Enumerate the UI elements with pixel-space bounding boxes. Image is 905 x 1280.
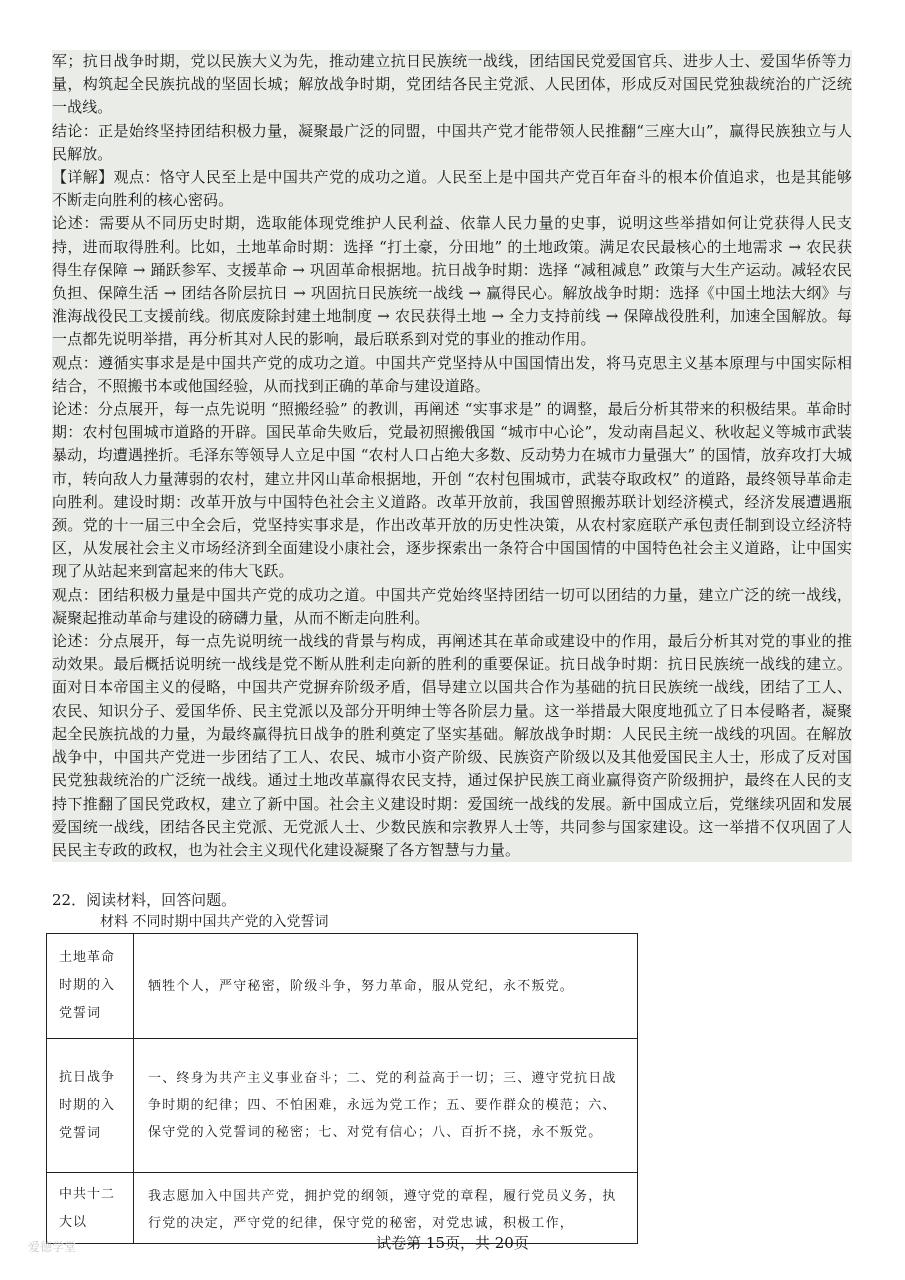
answer-paragraph: 观点：团结积极力量是中国共产党的成功之道。中国共产党始终坚持团结一切可以团结的力量，建立广泛的统一战线，凝聚起推动革命与建设的磅礴力量，从而不断走向胜利。 — [52, 585, 852, 627]
answer-paragraph: 【详解】观点：恪守人民至上是中国共产党的成功之道。人民至上是中国共产党百年奋斗的根本价值追求，也是其能够不断走向胜利的核心密码。 — [52, 168, 852, 210]
period-cell: 中共十二大以 — [47, 1173, 134, 1244]
answer-explanation-block — [52, 50, 852, 862]
page-number: 试卷第 15页，共 20页 — [376, 1234, 529, 1252]
oath-cell: 一、终身为共产主义事业奋斗；二、党的利益高于一切；三、遵守党抗日战争时期的纪律；四、不怕困难，永远为党工作；五、要作群众的模范；六、保守党的入党誓词的秘密；七、对党有信心；八、百折不挠，永不叛党。 — [134, 1039, 638, 1173]
answer-paragraph: 论述：分点展开，每一点先说明统一战线的背景与构成，再阐述其在革命或建设中的作用，最后分析其对党的事业的推动效果。最后概括说明统一战线是党不断从胜利走向新的胜利的重要保证。抗日战争时期：抗日民族统一战线的建立。面对日本帝国主义的侵略，中国共产党摒弃阶级矛盾，倡导建立以国共合作为基础的抗日民族统一战线，团结了工人、农民、知识分子、爱国华侨、民主党派以及部分开明绅士等各阶层力量。这一举措最大限度地孤立了日本侵略者，凝聚起全民族抗战的力量，为最终赢得抗日战争的胜利奠定了坚实基础。解放战争时期：人民民主统一战线的巩固。在解放战争中，中国共产党进一步团结了工人、农民、城市小资产阶级、民族资产阶级以及其他爱国民主人士，形成了反对国民党独裁统治的广泛统一战线。通过土地改革赢得农民支持，通过保护民族工商业赢得资产阶级拥护，最终在人民的支持下推翻了国民党政权，建立了新中国。社会主义建设时期：爱国统一战线的发展。新中国成立后，党继续巩固和发展爱国统一战线，团结各民主党派、无党派人士、少数民族和宗教界人士等，共同参与国家建设。这一举措不仅巩固了人民民主专政的政权，也为社会主义现代化建设凝聚了各方智慧与力量。 — [52, 632, 852, 859]
answer-paragraph: 论述：需要从不同历史时期，选取能体现党维护人民利益、依靠人民力量的史事，说明这些举措如何让党获得人民支持，进而取得胜利。比如，土地革命时期：选择 “打土豪，分田地” 的土地政策。满足农民最核心的土地需求 → 农民获得生存保障 → 踊跃参军、支援革命 → 巩固革命根据地。抗日战争时期：选择 “减租减息” 政策与大生产运动。减轻农民负担、保障生活 → 团结各阶层抗日 → 巩固抗日民族统一战线 → 赢得民心。解放战争时期：选择《中国土地法大纲》与淮海战役民工支援前线。彻底废除封建土地制度 → 农民获得土地 → 全力支持前线 → 保障战役胜利，加速全国解放。每一点都先说明举措，再分析其对人民的影响，最后联系到对党的事业的推动作用。 — [52, 214, 852, 349]
oath-cell: 我志愿加入中国共产党，拥护党的纲领，遵守党的章程，履行党员义务，执行党的决定，严守党的纪律，保守党的秘密，对党忠诚，积极工作， — [134, 1173, 638, 1244]
watermark-text: 爱德学堂 — [28, 1240, 77, 1254]
oath-cell: 牺牲个人，严守秘密，阶级斗争，努力革命，服从党纪，永不叛党。 — [134, 934, 638, 1039]
question-heading: 22．阅读材料，回答问题。 — [52, 891, 237, 909]
answer-paragraph: 观点：遵循实事求是是中国共产党的成功之道。中国共产党坚持从中国国情出发，将马克思主义基本原理与中国实际相结合，不照搬书本或他国经验，从而找到正确的革命与建设道路。 — [52, 353, 852, 395]
answer-paragraph: 军；抗日战争时期，党以民族大义为先，推动建立抗日民族统一战线，团结国民党爱国官兵、进步人士、爱国华侨等力量，构筑起全民族抗战的坚固长城；解放战争时期，党团结各民主党派、人民团体，形成反对国民党独裁统治的广泛统一战线。 — [52, 52, 852, 117]
material-caption: 材料 不同时期中国共产党的入党誓词 — [100, 914, 329, 930]
table-row — [47, 934, 638, 1039]
oath-table — [46, 933, 638, 1244]
period-cell: 土地革命时期的入党誓词 — [47, 934, 134, 1039]
period-cell: 抗日战争时期的入党誓词 — [47, 1039, 134, 1173]
answer-paragraph: 结论：正是始终坚持团结积极力量，凝聚最广泛的同盟，中国共产党才能带领人民推翻“三座大山”，赢得民族独立与人民解放。 — [52, 121, 852, 163]
table-row — [47, 1039, 638, 1173]
answer-paragraph: 论述：分点展开，每一点先说明 “照搬经验” 的教训，再阐述 “实事求是” 的调整，最后分析其带来的积极结果。革命时期：农村包围城市道路的开辟。国民革命失败后，党最初照搬俄国 “城市中心论”，发动南昌起义、秋收起义等城市武装暴动，均遭遇挫折。毛泽东等领导人立足中国 “农村人口占绝大多数、反动势力在城市力量强大” 的国情，放弃攻打大城市，转向敌人力量薄弱的农村，建立井冈山革命根据地，开创 “农村包围城市，武装夺取政权” 的道路，最终领导革命走向胜利。建设时期：改革开放与中国特色社会主义道路。改革开放前，我国曾照搬苏联计划经济模式，经济发展遭遇瓶颈。党的十一届三中全会后，党坚持实事求是，作出改革开放的历史性决策，从农村家庭联产承包责任制到设立经济特区，从发展社会主义市场经济到全面建设小康社会，逐步探索出一条符合中国国情的中国特色社会主义道路，让中国实现了从站起来到富起来的伟大飞跃。 — [52, 400, 852, 581]
